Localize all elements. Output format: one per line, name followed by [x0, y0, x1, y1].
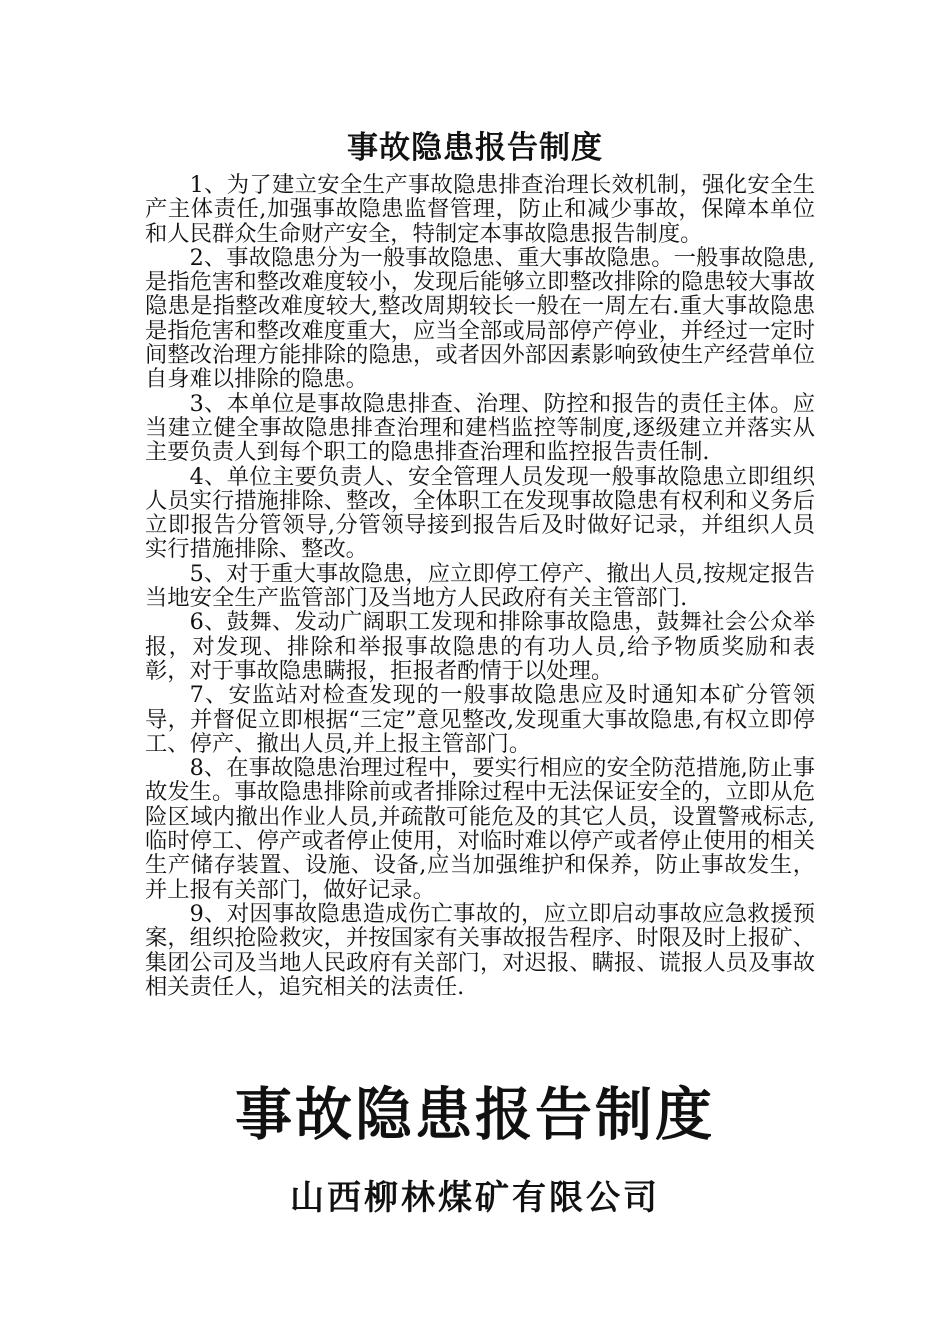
paragraph-3: 3、本单位是事故隐患排查、治理、防控和报告的责任主体。应当建立健全事故隐患排查治理和建档监控等制度,逐级建立并落实从主要负责人到每个职工的隐患排查治理和监控报告责任制. — [145, 390, 815, 466]
paragraph-6: 6、鼓舞、发动广阔职工发现和排除事故隐患，鼓舞社会公众举报，对发现、排除和举报事故隐患的有功人员,给予物质奖励和表彰，对于事故隐患瞒报，拒报者酌情于以处理。 — [145, 609, 815, 684]
paragraph-4: 4、单位主要负责人、安全管理人员发现一般事故隐患立即组织人员实行措施排除、整改，全体职工在发现事故隐患有权利和义务后立即报告分管领导,分管领导接到报告后及时做好记录，并组织人员实行措施排除、整改。 — [145, 463, 815, 563]
paragraph-5: 5、对于重大事故隐患，应立即停工停产、撤出人员,按规定报告当地安全生产监管部门及当地方人民政府有关主管部门. — [145, 560, 815, 612]
paragraph-7: 7、安监站对检查发现的一般事故隐患应及时通知本矿分管领导，并督促立即根据“三定”意见整改,发现重大事故隐患,有权立即停工、停产、撤出人员,并上报主管部门。 — [145, 682, 815, 757]
paragraph-2: 2、事故隐患分为一般事故隐患、重大事故隐患。一般事故隐患,是指危害和整改难度较小，发现后能够立即整改排除的隐患较大事故隐患是指整改难度较大,整改周期较长一般在一周左右.重大事故隐患是指危害和整改难度重大，应当全部或局部停产停业，并经过一定时间整改治理方能排除的隐患，或者因外部因素影响致使生产经营单位自身难以排除的隐患。 — [145, 244, 815, 393]
cover-title: 事故隐患报告制度 — [235, 1081, 715, 1148]
paragraph-8: 8、在事故隐患治理过程中，要实行相应的安全防范措施,防止事故发生。事故隐患排除前或者排除过程中无法保证安全的，立即从危险区域内撤出作业人员,并疏散可能危及的其它人员，设置警戒标志,临时停工、停产或者停止使用，对临时难以停产或者停止使用的相关生产储存装置、设施、设备,应当加强维护和保养，防止事故发生，并上报有关部门，做好记录。 — [145, 755, 815, 903]
document-body — [145, 173, 815, 999]
paragraph-9: 9、对因事故隐患造成伤亡事故的，应立即启动事故应急救援预案，组织抢险救灾，并按国家有关事故报告程序、时限及时上报矿、集团公司及当地人民政府有关部门，对迟报、瞒报、谎报人员及事故相关责任人，追究相关的法责任. — [145, 900, 815, 1000]
document-title: 事故隐患报告制度 — [347, 130, 603, 166]
company-name: 山西柳林煤矿有限公司 — [290, 1178, 660, 1218]
paragraph-1: 1、为了建立安全生产事故隐患排查治理长效机制，强化安全生产主体责任,加强事故隐患监督管理，防止和减少事故，保障本单位和人民群众生命财产安全，特制定本事故隐患报告制度。 — [145, 172, 815, 247]
